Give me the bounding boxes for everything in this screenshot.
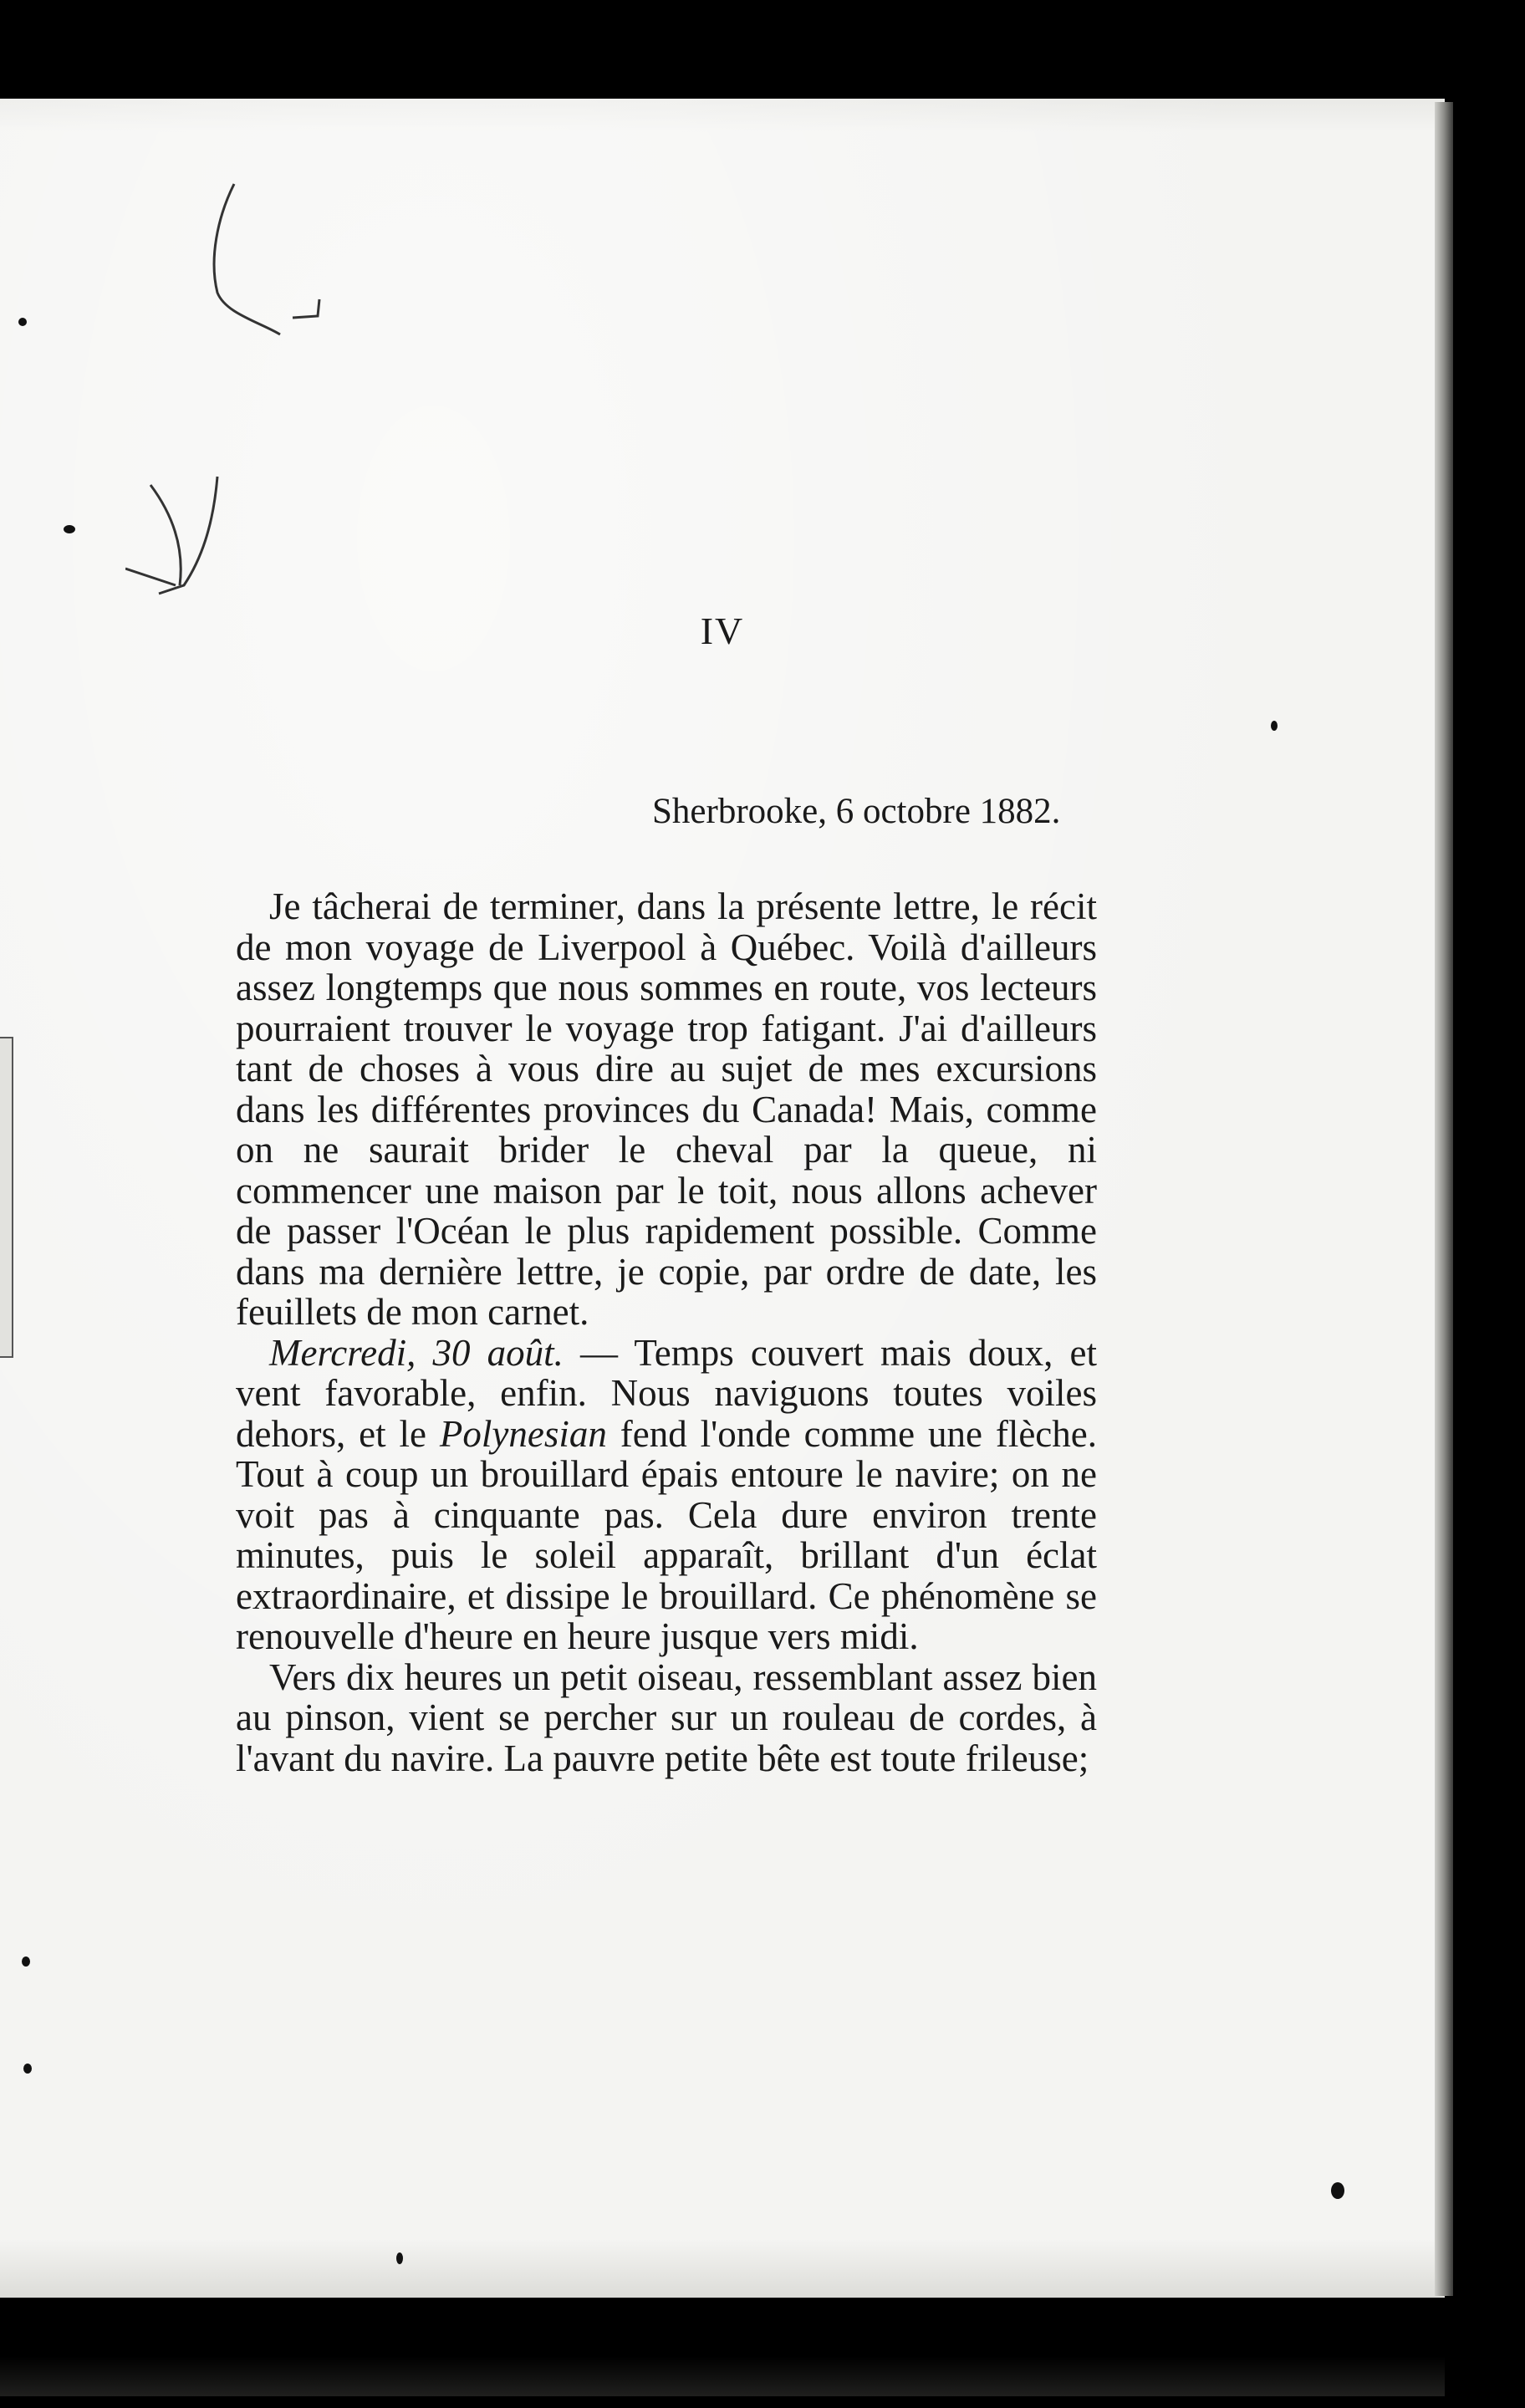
- ink-speck: [396, 2252, 403, 2264]
- ink-speck: [64, 525, 75, 533]
- ink-speck: [18, 318, 27, 326]
- body-text: [236, 886, 1097, 1778]
- paragraph: [236, 1333, 1097, 1657]
- ink-speck: [22, 1956, 30, 1967]
- ink-speck: [1271, 721, 1278, 731]
- ship-name: Polynesian: [439, 1412, 607, 1455]
- pencil-scribble: [125, 167, 393, 669]
- paragraph-text: — Temps couvert mais doux, et vent favorable, enfin. Nous naviguons toutes voiles dehors, et le: [236, 1331, 1097, 1455]
- chapter-number: IV: [700, 610, 745, 652]
- letter-dateline: Sherbrooke, 6 octobre 1882.: [652, 792, 1061, 831]
- page-bottom-shadow: [0, 2356, 1445, 2396]
- ink-speck: [1331, 2182, 1344, 2199]
- paragraph-text: fend l'onde comme une flèche. Tout à coup un brouillard épais entoure le navire; on ne voit pas à cinquante pas. Cela dure environ trente minutes, puis le soleil apparaît, brillant d'un éclat extraordinaire, et dissipe le brouillard. Ce phénomène se renouvelle d'heure en heure jusque vers midi.: [236, 1412, 1097, 1657]
- paragraph: Je tâcherai de terminer, dans la présente lettre, le récit de mon voyage de Liverpool à Québec. Voilà d'ailleurs assez longtemps que nous sommes en route, vos lecteurs pourraient trouver le voyage trop fatigant. J'ai d'ailleurs tant de choses à vous dire au sujet de mes excursions dans les différentes provinces du Canada! Mais, comme on ne saurait brider le cheval par la queue, ni commencer une maison par le toit, nous allons achever de passer l'Océan le plus rapidement possible. Comme dans ma dernière lettre, je copie, par ordre de date, les feuillets de mon carnet.: [236, 885, 1097, 1333]
- page-right-edge: [1435, 102, 1453, 2296]
- paragraph: Vers dix heures un petit oiseau, ressemblant assez bien au pinson, vient se percher sur un rouleau de cordes, à l'avant du navire. La pauvre petite bête est toute frileuse;: [236, 1656, 1097, 1779]
- ink-speck: [23, 2064, 32, 2074]
- binding-clip: [0, 1037, 13, 1358]
- diary-date: Mercredi, 30 août.: [269, 1331, 564, 1374]
